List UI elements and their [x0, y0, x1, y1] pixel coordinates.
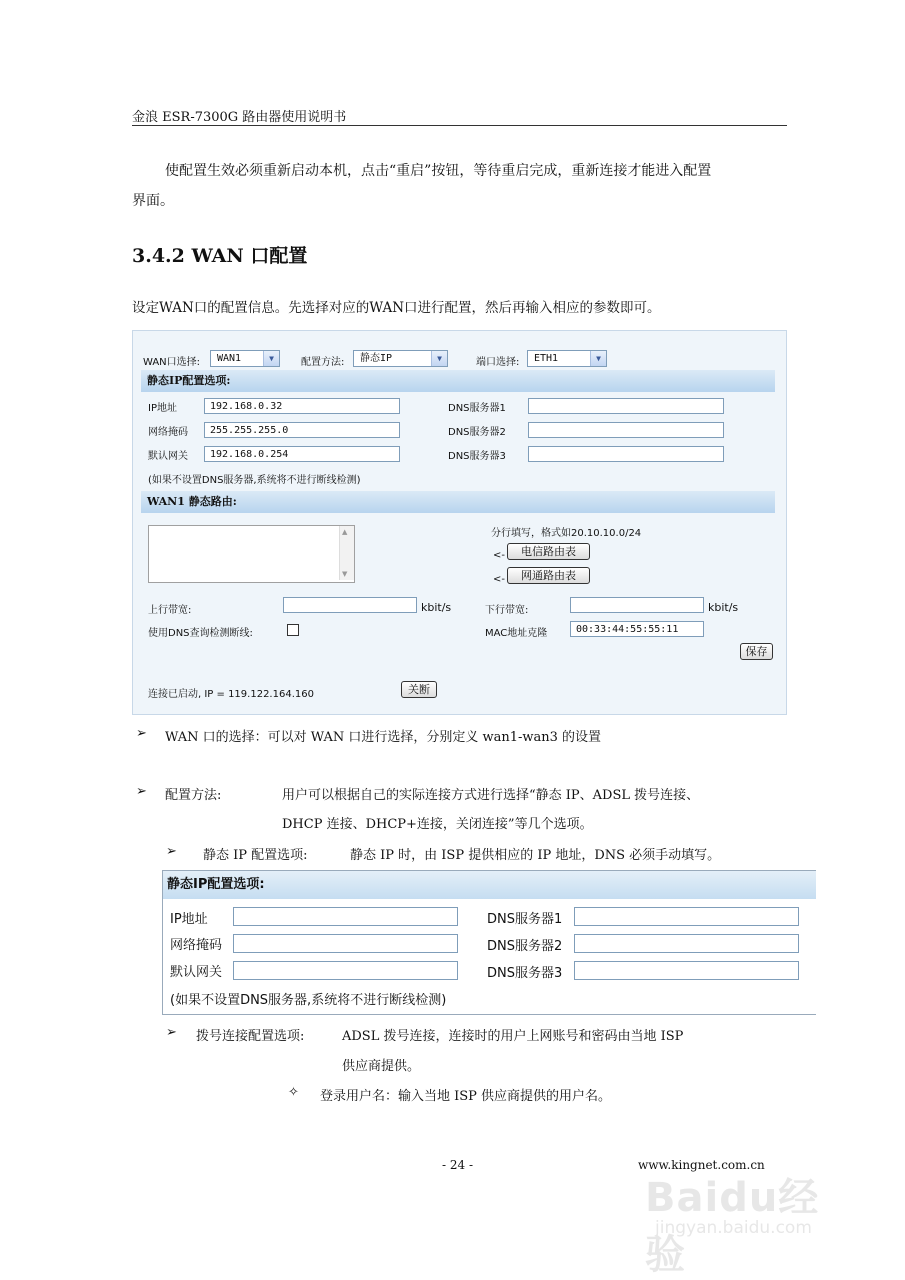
mask-input[interactable]: 255.255.255.0 [204, 422, 400, 438]
static-ip-options-title: 静态IP配置选项: [163, 871, 816, 899]
chevron-down-icon: ▼ [263, 351, 279, 366]
wan-select[interactable] [210, 350, 280, 367]
dns1-input[interactable] [574, 907, 799, 926]
diamond-bullet-icon: ✧ [288, 1085, 299, 1100]
bullet-arrow-icon: ➢ [166, 1025, 177, 1040]
mac-input[interactable]: 00:33:44:55:55:11 [570, 621, 704, 637]
header-divider [132, 125, 787, 126]
arrow-left-icon: <- [493, 574, 505, 585]
scroll-down-icon[interactable]: ▼ [342, 570, 348, 578]
mask-input[interactable] [233, 934, 458, 953]
method-label: 配置方法: [301, 357, 345, 368]
download-label: 下行带宽: [485, 605, 529, 616]
port-select[interactable] [527, 350, 607, 367]
route-textarea[interactable] [148, 525, 355, 583]
dns3-input[interactable] [574, 961, 799, 980]
mask-label: 网络掩码 [148, 427, 188, 438]
download-unit: kbit/s [708, 601, 739, 614]
dns-note: (如果不设置DNS服务器,系统将不进行断线检测) [170, 993, 447, 1008]
dns2-input[interactable] [528, 422, 724, 438]
method-select[interactable] [353, 350, 448, 367]
port-select-value: ETH1 [534, 353, 559, 364]
section-description: 设定WAN口的配置信息。先选择对应的WAN口进行配置，然后再输入相应的参数即可。 [132, 300, 661, 316]
save-button[interactable]: 保存 [740, 643, 773, 660]
gateway-label: 默认网关 [148, 451, 188, 462]
ip-input[interactable] [233, 907, 458, 926]
bullet-wan-select: WAN 口的选择：可以对 WAN 口进行选择，分别定义 wan1-wan3 的设置 [165, 730, 602, 745]
footer-website: www.kingnet.com.cn [638, 1158, 765, 1172]
dns-check-checkbox[interactable] [287, 624, 299, 636]
ip-label: IP地址 [148, 403, 177, 414]
bullet-dial-line-2: 供应商提供。 [342, 1059, 421, 1074]
upload-label: 上行带宽: [148, 605, 192, 616]
bullet-arrow-icon: ➢ [136, 726, 147, 741]
dns1-input[interactable] [528, 398, 724, 414]
bullet-dial-line-1: ADSL 拨号连接，连接时的用户上网账号和密码由当地 ISP [342, 1029, 684, 1044]
section-heading: 3.4.2 WAN 口配置 [132, 245, 308, 267]
bullet-static-title: 静态 IP 配置选项: [203, 848, 308, 863]
arrow-left-icon: <- [493, 550, 505, 561]
connection-status: 连接已启动, IP = 119.122.164.160 [148, 689, 314, 700]
static-ip-section-title: 静态IP配置选项: [141, 370, 775, 392]
bullet-method-line-2: DHCP 连接、DHCP+连接，关闭连接”等几个选项。 [282, 817, 593, 832]
bullet-method-title: 配置方法: [165, 788, 222, 803]
dns2-input[interactable] [574, 934, 799, 953]
bullet-dial-title: 拨号连接配置选项: [196, 1029, 305, 1044]
port-label: 端口选择: [476, 357, 520, 368]
page-header-title: 金浪 ESR-7300G 路由器使用说明书 [132, 110, 347, 125]
dns2-label: DNS服务器2 [448, 427, 506, 438]
static-route-section-title: WAN1 静态路由: [141, 491, 775, 513]
bullet-arrow-icon: ➢ [136, 784, 147, 799]
intro-line-2: 界面。 [132, 193, 174, 209]
dns1-label: DNS服务器1 [487, 912, 563, 927]
dns2-label: DNS服务器2 [487, 939, 563, 954]
gateway-input[interactable] [233, 961, 458, 980]
gateway-label: 默认网关 [170, 965, 223, 980]
textarea-scrollbar[interactable] [339, 526, 354, 580]
scroll-up-icon[interactable]: ▲ [342, 528, 348, 536]
ip-input[interactable]: 192.168.0.32 [204, 398, 400, 414]
intro-line-1: 使配置生效必须重新启动本机，点击“重启”按钮，等待重启完成，重新连接才能进入配置 [165, 163, 712, 179]
bullet-static-desc: 静态 IP 时，由 ISP 提供相应的 IP 地址，DNS 必须手动填写。 [350, 848, 721, 863]
mask-label: 网络掩码 [170, 938, 223, 953]
ip-label: IP地址 [170, 912, 208, 927]
bullet-login: 登录用户名：输入当地 ISP 供应商提供的用户名。 [320, 1089, 612, 1104]
watermark-brand: Baidu经验 [645, 1175, 820, 1278]
dns3-label: DNS服务器3 [448, 451, 506, 462]
method-select-value: 静态IP [360, 353, 393, 364]
wan-select-value: WAN1 [217, 353, 242, 364]
static-ip-options-panel [162, 870, 816, 1015]
wan-config-panel [132, 330, 787, 715]
route-format-hint: 分行填写，格式如20.10.10.0/24 [491, 528, 642, 539]
chevron-down-icon: ▼ [431, 351, 447, 366]
download-input[interactable] [570, 597, 704, 613]
baidu-watermark [645, 1160, 855, 1278]
page-number: - 24 - [442, 1158, 474, 1172]
telecom-route-button[interactable]: 电信路由表 [507, 543, 590, 560]
watermark-url: jingyan.baidu.com [655, 1218, 812, 1238]
dns-check-label: 使用DNS查询检测断线: [148, 628, 253, 639]
dns3-input[interactable] [528, 446, 724, 462]
upload-input[interactable] [283, 597, 417, 613]
bullet-arrow-icon: ➢ [166, 844, 177, 859]
chevron-down-icon: ▼ [590, 351, 606, 366]
disconnect-button[interactable]: 关断 [401, 681, 437, 698]
dns3-label: DNS服务器3 [487, 966, 563, 981]
netcom-route-button[interactable]: 网通路由表 [507, 567, 590, 584]
dns-note: (如果不设置DNS服务器,系统将不进行断线检测) [148, 475, 361, 486]
mac-label: MAC地址克隆 [485, 628, 548, 639]
wan-select-label: WAN口选择: [143, 357, 201, 368]
upload-unit: kbit/s [421, 601, 452, 614]
bullet-method-line-1: 用户可以根据自己的实际连接方式进行选择“静态 IP、ADSL 拨号连接、 [282, 788, 700, 803]
dns1-label: DNS服务器1 [448, 403, 506, 414]
gateway-input[interactable]: 192.168.0.254 [204, 446, 400, 462]
